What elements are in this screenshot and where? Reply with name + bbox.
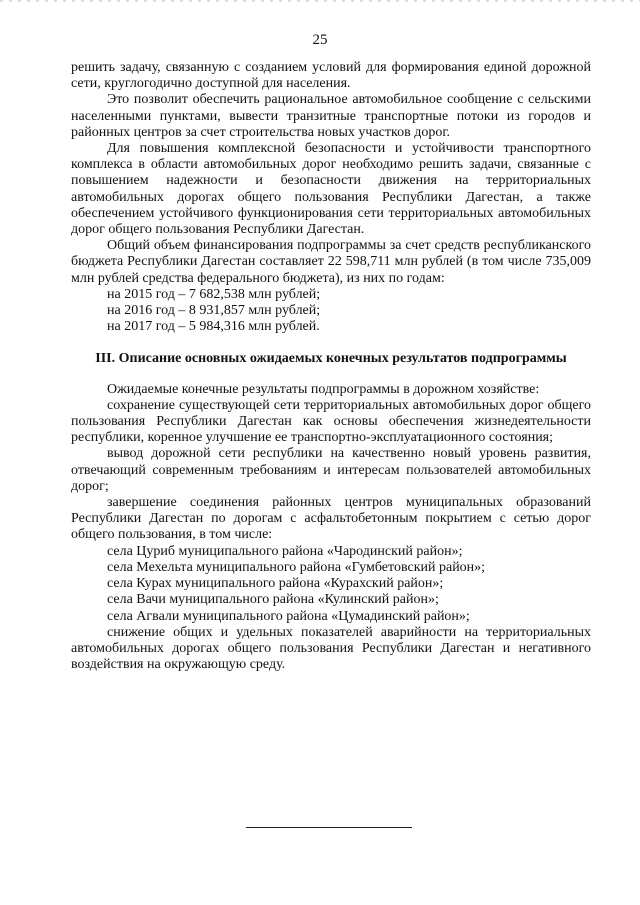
funding-2017: на 2017 год – 5 984,316 млн рублей. [107,319,320,335]
page-number: 25 [312,32,328,48]
section-heading: III. Описание основных ожидаемых конечных результатов подпрограммы [95,351,567,367]
closing-rule [246,827,412,828]
result-connection: завершение соединения районных центров муниципальных образований Республики Дагестан по дорогам с асфальтобетонным покрытием с сетью дорог общего пользования, в том числе: [71,495,591,543]
village-kurakh: села Курах муниципального района «Курахский район»; [107,576,444,592]
results-intro: Ожидаемые конечные результаты подпрограммы в дорожном хозяйстве: [107,381,540,397]
result-accident-reduction: снижение общих и удельных показателей аварийности на территориальных автомобильных дорогах общего пользования Республики Дагестан и негативного воздействия на окружающую среду. [71,624,591,673]
village-mekhelta: села Мехельта муниципального района «Гумбетовский район»; [107,559,486,575]
paragraph-connectivity: Это позволит обеспечить рациональное автомобильное сообщение с сельскими населенными пунктами, вывести транзитные транспортные потоки из городов и районных центров за счет строительства новых участков дорог. [71,92,591,140]
paragraph-continuation: решить задачу, связанную с созданием условий для формирования единой дорожной сети, круглогодично доступной для населения. [71,60,591,92]
result-new-level: вывод дорожной сети республики на качественно новый уровень развития, отвечающий современным требованиям и интересам пользователей автомобильных дорог; [71,446,591,494]
village-agvali: села Агвали муниципального района «Цумадинский район»; [107,608,470,624]
result-preservation: сохранение существующей сети территориальных автомобильных дорог общего пользования Республики Дагестан как основы обеспечения жизнедеятельности республики, коренное улучшение ее транспортно-эксплуатационного состояния; [71,397,591,446]
funding-2016: на 2016 год – 8 931,857 млн рублей; [107,303,321,319]
paragraph-safety: Для повышения комплексной безопасности и устойчивости транспортного комплекса в области автомобильных дорог необходимо решить задачи, связанные с повышением надежности и безопасности движения на территориальных автомобильных дорогах общего пользования Республики Дагестан, а также обеспечением устойчивого функционирования сети территориальных автомобильных дорог общего пользования Республики Дагестан. [71,141,591,238]
body-text [71,60,591,673]
village-tsurib: села Цуриб муниципального района «Чародинский район»; [107,543,463,559]
funding-2015: на 2015 год – 7 682,538 млн рублей; [107,286,321,302]
scan-edge-artifact [0,0,640,2]
village-vachi: села Вачи муниципального района «Кулинский район»; [107,592,439,608]
paragraph-funding: Общий объем финансирования подпрограммы за счет средств республиканского бюджета Республики Дагестан составляет 22 598,711 млн рублей (в том числе 735,009 млн рублей средства федерального бюджета), из них по годам: [71,238,591,286]
